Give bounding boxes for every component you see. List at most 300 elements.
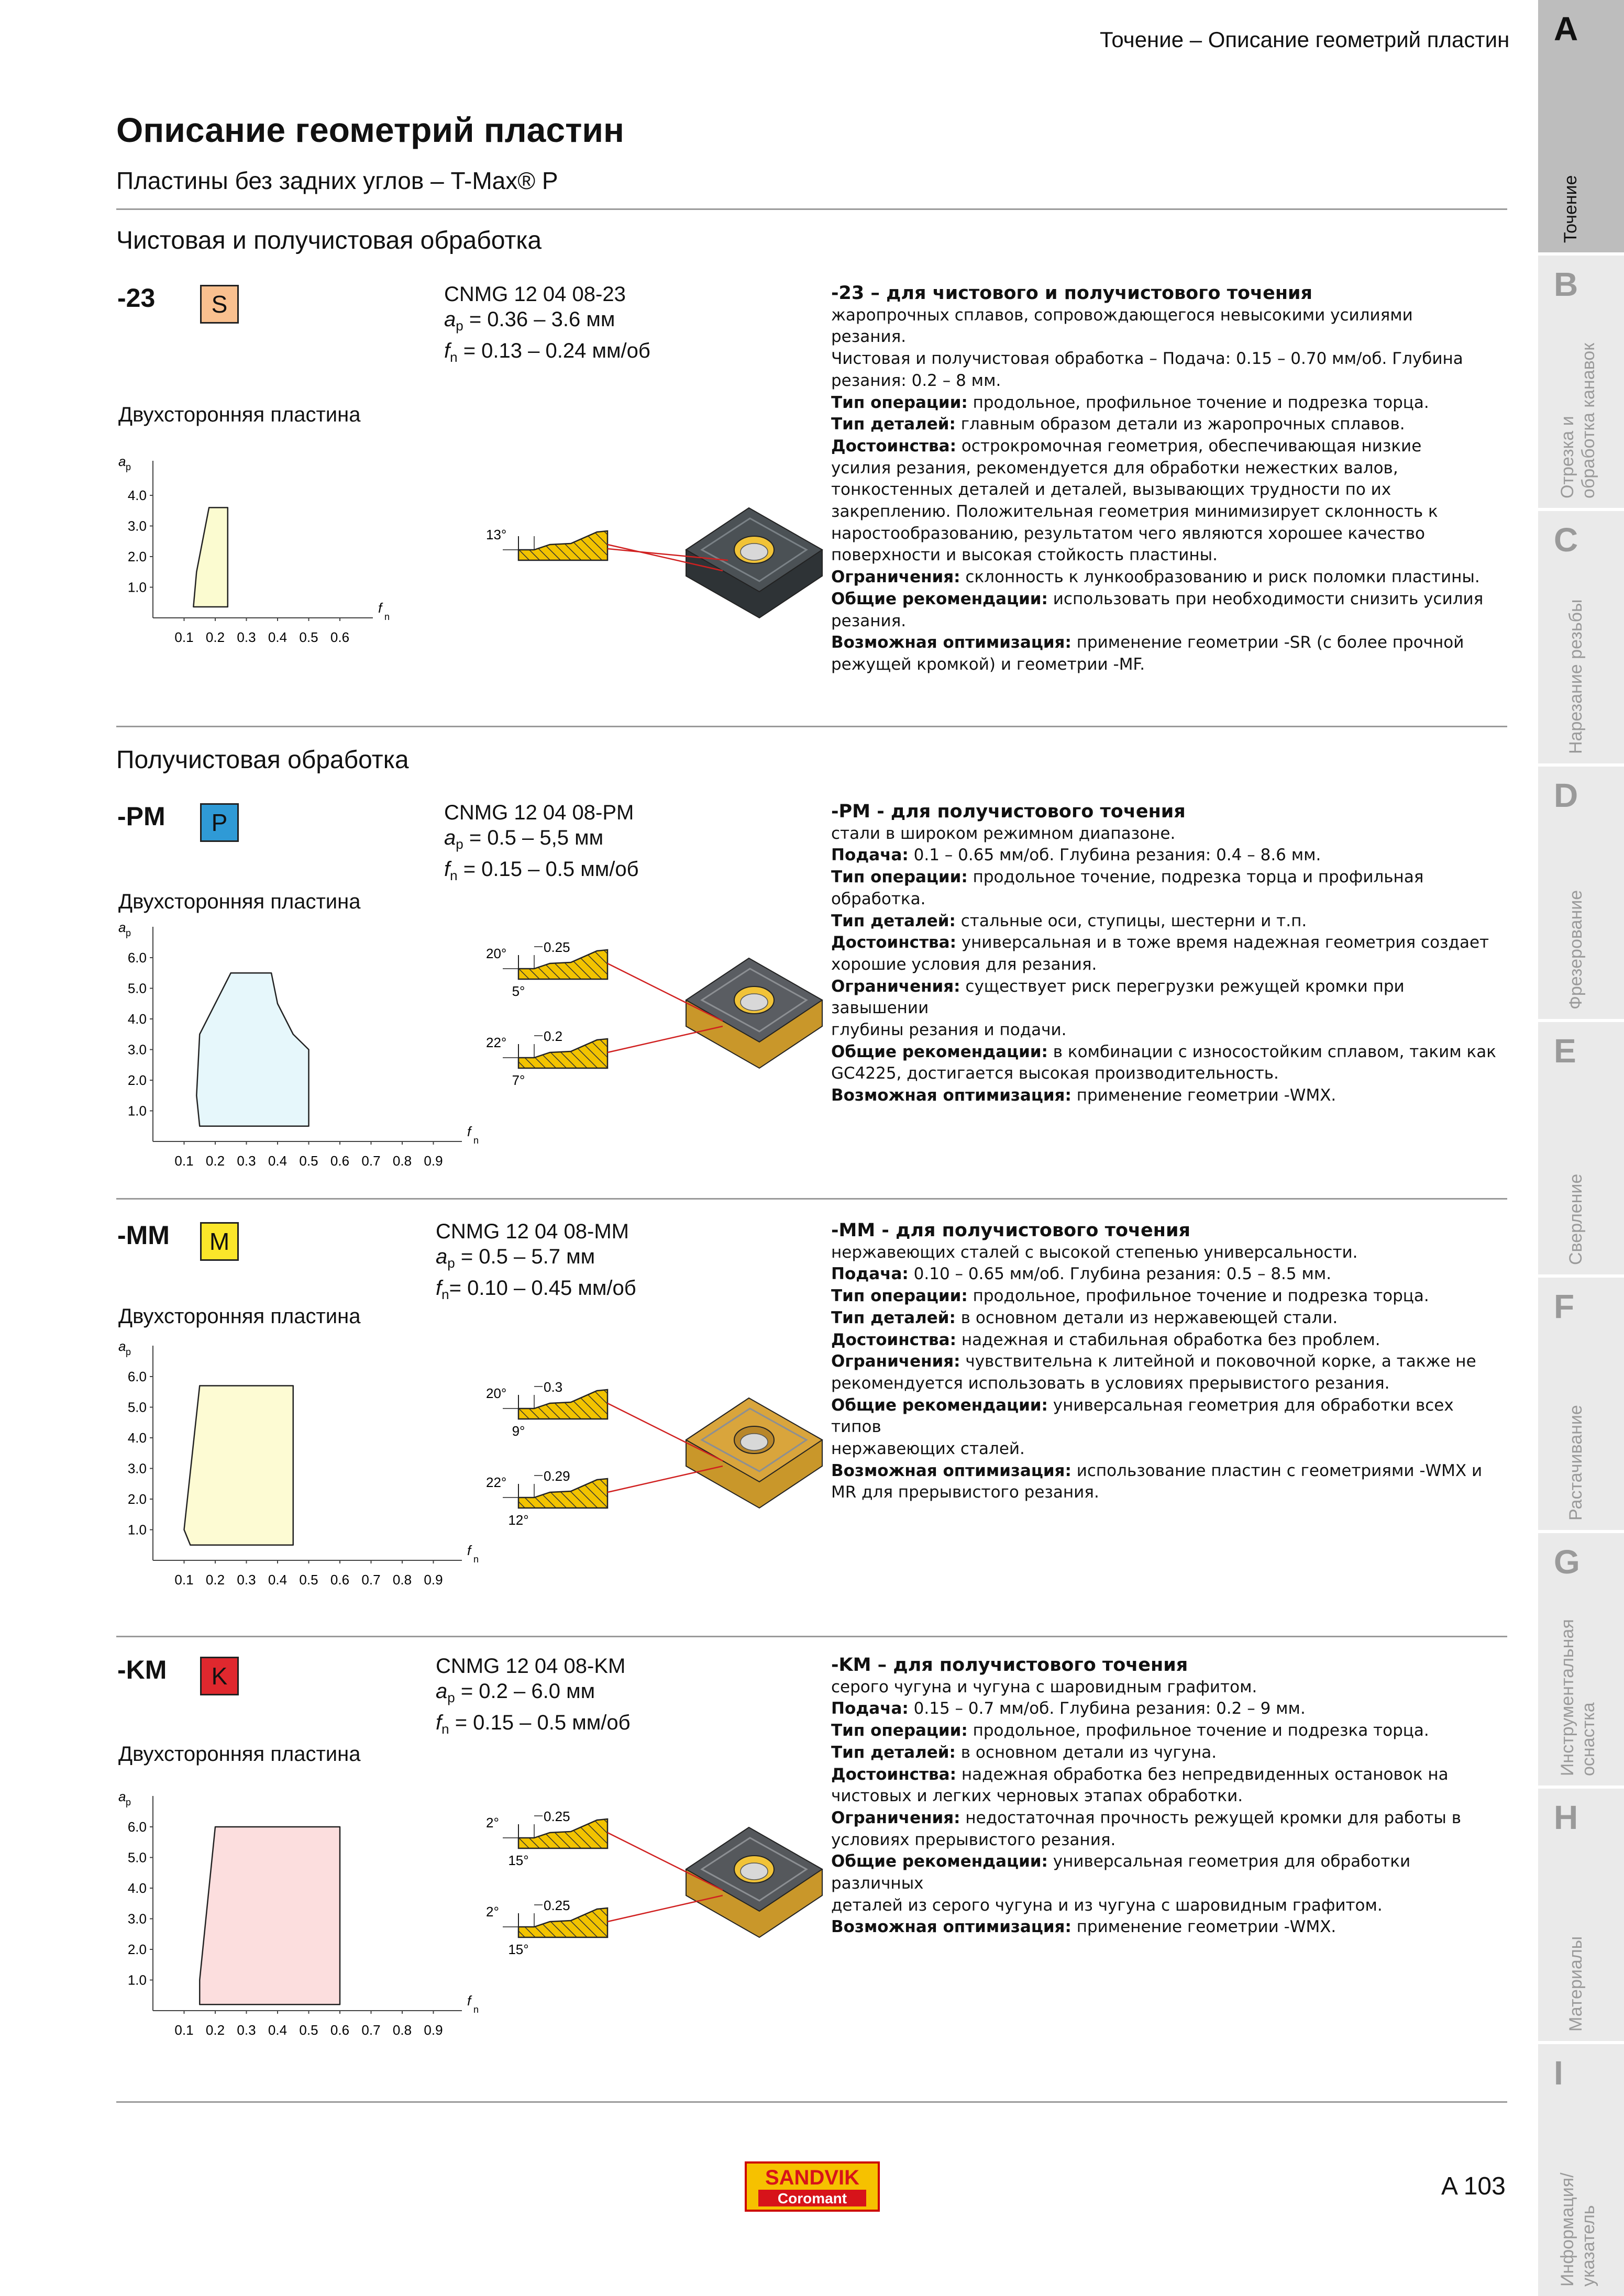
working-area-chart — [118, 1789, 495, 2042]
x-tick-label: 0.6 — [330, 1572, 350, 1588]
description-text: обработка. — [831, 889, 926, 908]
description-label: Ограничения: — [831, 1808, 960, 1827]
y-tick-label: 2.0 — [127, 549, 147, 564]
fn-symbol: f — [436, 1277, 442, 1300]
description-label: Тип операции: — [831, 393, 968, 412]
description-text: резания: 0.2 – 8 мм. — [831, 371, 1001, 390]
description-text: в основном детали из чугуна. — [955, 1743, 1217, 1762]
geometry-description — [831, 1220, 1507, 1504]
description-text: чистовых и легких черновых этапах обработки. — [831, 1787, 1243, 1806]
x-tick-label: 0.6 — [330, 1153, 350, 1169]
description-heading: -23 – для чистового и получистового точения — [831, 283, 1313, 304]
description-line — [831, 458, 1507, 480]
chapter-label: Фрезерование — [1566, 890, 1586, 1010]
description-text: деталей из серого чугуна и из чугуна с шаровидным графитом. — [831, 1895, 1383, 1915]
description-text: наростообразованию, результатом чего являются хорошее качество — [831, 524, 1425, 543]
description-text: режущей кромкой) и геометрии -MF. — [831, 655, 1145, 674]
logo-line1: SANDVIK — [765, 2166, 860, 2189]
description-line — [831, 1764, 1507, 1786]
y-tick-label: 2.0 — [127, 1072, 147, 1088]
chapter-label: Отрезка и обработка канавок — [1557, 342, 1598, 498]
iso-material-badge: K — [200, 1657, 239, 1695]
fn-value: = 0.15 – 0.5 мм/об — [457, 858, 639, 881]
description-text: 0.15 – 0.7 мм/об. Глубина резания: 0.2 – 9 мм. — [908, 1699, 1306, 1718]
land-angle-label: 9° — [512, 1423, 525, 1439]
fn-value: = 0.13 – 0.24 мм/об — [457, 339, 650, 362]
description-label: Возможная оптимизация: — [831, 1086, 1071, 1105]
description-label: Тип деталей: — [831, 1743, 956, 1762]
land-angle-label: 15° — [508, 1942, 529, 1957]
land-width-label: 0.25 — [544, 1809, 570, 1824]
description-line — [831, 867, 1507, 889]
description-line — [831, 1242, 1507, 1264]
description-text: серого чугуна и чугуна с шаровидным графитом. — [831, 1677, 1257, 1696]
x-tick-label: 0.4 — [268, 2022, 288, 2038]
ap-subscript: p — [456, 318, 463, 334]
x-axis-label: f — [467, 1993, 471, 2009]
chapter-tab-g[interactable] — [1538, 1533, 1624, 1785]
description-line — [831, 1263, 1507, 1285]
insert-designation: CNMG 12 04 08-PM — [444, 801, 634, 824]
description-text: закреплению. Положительная геометрия минимизирует склонность к — [831, 502, 1438, 522]
chapter-letter: F — [1554, 1288, 1575, 1325]
description-text: острокромочная геометрия, обеспечивающая низкие — [956, 436, 1422, 456]
geometry-description — [831, 801, 1507, 1107]
chapter-letter: G — [1554, 1543, 1580, 1581]
description-heading: -KM – для получистового точения — [831, 1655, 1188, 1676]
chapter-tab-b[interactable] — [1538, 256, 1624, 508]
description-label: Общие рекомендации: — [831, 1852, 1048, 1871]
feed-range — [444, 857, 639, 888]
land-angle-label: 12° — [508, 1512, 529, 1528]
description-text: нержавеющих сталей. — [831, 1439, 1025, 1459]
land-angle-label: 7° — [512, 1072, 525, 1088]
ap-subscript: p — [447, 1255, 455, 1271]
x-axis-label: f — [467, 1124, 471, 1139]
x-tick-label: 0.3 — [237, 1572, 256, 1588]
feed-range — [436, 1710, 631, 1742]
y-tick-label: 4.0 — [127, 1011, 147, 1027]
description-line — [831, 1085, 1507, 1107]
description-line — [831, 1482, 1507, 1504]
fn-subscript: n — [450, 349, 458, 365]
description-line — [831, 1395, 1507, 1438]
ap-value: = 0.5 – 5.7 мм — [455, 1245, 595, 1268]
y-tick-label: 2.0 — [127, 1942, 147, 1957]
description-text: использовать при необходимости снизить усилия — [1047, 589, 1484, 608]
fn-subscript: n — [441, 1286, 449, 1302]
description-line — [831, 1063, 1507, 1085]
x-tick-label: 0.2 — [205, 2022, 225, 2038]
chapter-letter: D — [1554, 777, 1578, 814]
feed-range — [436, 1275, 636, 1307]
working-area-chart — [118, 453, 390, 645]
x-axis-label-sub: n — [473, 1135, 479, 1146]
description-text: применение геометрии -SR (с более прочной — [1071, 633, 1464, 652]
y-tick-label: 3.0 — [127, 1041, 147, 1058]
x-tick-label: 0.7 — [361, 1572, 381, 1588]
y-tick-label: 4.0 — [127, 1430, 147, 1446]
land-angle-label: 5° — [512, 983, 525, 999]
insert-specs — [436, 1654, 631, 1742]
edge-cross-section — [518, 1039, 607, 1068]
description-line — [831, 479, 1507, 501]
description-line — [831, 1895, 1507, 1917]
geometry-code: -23 — [117, 283, 156, 313]
description-line — [831, 326, 1507, 348]
description-text: продольное точение, подрезка торца и профильная — [967, 868, 1424, 887]
description-label: Достоинства: — [831, 436, 956, 456]
description-line — [831, 414, 1507, 436]
description-text: продольное, профильное точение и подрезка торца. — [967, 393, 1429, 412]
description-line — [831, 911, 1507, 933]
ap-subscript: p — [456, 836, 463, 852]
edge-profile-and-insert — [450, 492, 827, 712]
y-axis-label-sub: p — [126, 928, 131, 938]
description-line — [831, 1041, 1507, 1063]
fn-symbol: f — [436, 1711, 442, 1734]
description-line — [831, 1807, 1507, 1829]
description-text: универсальная геометрия для обработки всех типов — [831, 1395, 1454, 1437]
description-heading: -PM - для получистового точения — [831, 801, 1186, 822]
description-label: Тип операции: — [831, 1721, 968, 1740]
description-text: в основном детали из нержавеющей стали. — [955, 1308, 1338, 1327]
x-axis-label-sub: n — [384, 612, 390, 622]
y-axis-label: a — [118, 1789, 126, 1804]
description-text: резания. — [831, 611, 907, 630]
description-text: недостаточная прочность режущей кромки для работы в — [960, 1808, 1461, 1827]
y-tick-label: 1.0 — [127, 579, 147, 595]
working-area-region — [184, 1386, 293, 1545]
x-tick-label: 0.1 — [174, 2022, 194, 2038]
description-label: Общие рекомендации: — [831, 589, 1048, 608]
x-tick-label: 0.1 — [174, 629, 194, 645]
ap-symbol: a — [444, 308, 456, 331]
x-tick-label: 0.3 — [237, 2022, 256, 2038]
chapter-tab-c[interactable] — [1538, 511, 1624, 763]
y-tick-label: 2.0 — [127, 1491, 147, 1507]
description-label: Возможная оптимизация: — [831, 1461, 1071, 1480]
description-label: Тип операции: — [831, 1286, 968, 1306]
y-axis-label: a — [118, 1338, 126, 1354]
description-line — [831, 1329, 1507, 1351]
sandvik-coromant-logo — [745, 2161, 880, 2212]
x-tick-label: 0.3 — [237, 629, 256, 645]
section-title-semifinishing: Получистовая обработка — [116, 746, 409, 774]
description-line — [831, 976, 1507, 1019]
insert-specs — [444, 282, 650, 370]
description-label: Подача: — [831, 846, 909, 865]
description-label: Достоинства: — [831, 933, 956, 952]
y-tick-label: 6.0 — [127, 1819, 147, 1835]
description-label: Ограничения: — [831, 1352, 960, 1371]
rake-angle-label: 13° — [486, 527, 507, 542]
double-sided-label: Двухсторонняя пластина — [118, 403, 361, 426]
geometry-description — [831, 1655, 1507, 1938]
description-label: Общие рекомендации: — [831, 1395, 1048, 1415]
description-label: Тип деталей: — [831, 1308, 956, 1327]
description-line — [831, 632, 1507, 654]
fn-value: = 0.15 – 0.5 мм/об — [449, 1711, 631, 1734]
description-line — [831, 823, 1507, 845]
description-text: в комбинации с износостойким сплавом, таким как — [1047, 1042, 1496, 1061]
insert-specs — [436, 1219, 636, 1307]
chapter-tab-d[interactable] — [1538, 767, 1624, 1019]
ap-symbol: a — [436, 1245, 448, 1268]
x-tick-label: 0.1 — [174, 1153, 194, 1169]
y-tick-label: 6.0 — [127, 950, 147, 966]
description-line — [831, 1698, 1507, 1720]
rake-angle-label: 20° — [486, 946, 507, 961]
page-subtitle: Пластины без задних углов – T-Max® P — [116, 167, 558, 194]
x-tick-label: 0.3 — [237, 1153, 256, 1169]
edge-cross-section — [518, 531, 607, 560]
y-tick-label: 3.0 — [127, 1460, 147, 1477]
fn-symbol: f — [444, 858, 450, 881]
chapter-tab-f[interactable] — [1538, 1278, 1624, 1530]
description-label: Общие рекомендации: — [831, 1042, 1048, 1061]
land-width-label: 0.3 — [544, 1379, 563, 1395]
description-text: продольное, профильное точение и подрезка торца. — [967, 1286, 1429, 1306]
logo-line2: Coromant — [777, 2190, 847, 2206]
description-text: условиях прерывистого резания. — [831, 1830, 1116, 1849]
ap-symbol: a — [436, 1680, 448, 1703]
description-label: Тип операции: — [831, 868, 968, 887]
rake-angle-label: 2° — [486, 1904, 499, 1920]
description-line — [831, 501, 1507, 523]
description-line — [831, 889, 1507, 911]
description-line — [831, 348, 1507, 370]
iso-material-badge: M — [200, 1222, 239, 1261]
running-header: Точение – Описание геометрий пластин — [1100, 27, 1510, 52]
x-tick-label: 0.4 — [268, 629, 288, 645]
description-line — [831, 1742, 1507, 1764]
description-label: Ограничения: — [831, 977, 960, 996]
description-text: усилия резания, рекомендуется для обработки нежестких валов, — [831, 458, 1398, 478]
description-text: тонкостенных деталей и деталей, вызывающих трудности по их — [831, 480, 1391, 500]
ap-subscript: p — [447, 1690, 455, 1705]
x-tick-label: 0.7 — [361, 2022, 381, 2038]
geometry-description — [831, 283, 1507, 676]
section-title-finishing: Чистовая и получистовая обработка — [116, 227, 542, 254]
y-tick-label: 3.0 — [127, 1911, 147, 1927]
x-tick-label: 0.4 — [268, 1572, 288, 1588]
fn-subscript: n — [450, 868, 458, 883]
fn-symbol: f — [444, 339, 450, 362]
description-label: Подача: — [831, 1699, 909, 1718]
y-axis-label-sub: p — [126, 1347, 131, 1357]
description-text: 0.10 – 0.65 мм/об. Глубина резания: 0.5 – 8.5 мм. — [908, 1265, 1332, 1284]
divider — [116, 208, 1507, 210]
description-line — [831, 523, 1507, 545]
x-tick-label: 0.5 — [299, 1153, 318, 1169]
edge-profile-and-insert — [450, 932, 827, 1152]
x-axis-label-sub: n — [473, 2004, 479, 2015]
description-line — [831, 1373, 1507, 1395]
divider — [116, 1198, 1507, 1200]
ap-value: = 0.36 – 3.6 мм — [463, 308, 615, 331]
description-text: чувствительна к литейной и поковочной корке, а также не — [960, 1352, 1476, 1371]
description-line — [831, 392, 1507, 414]
edge-profile-and-insert — [450, 1372, 827, 1592]
description-line — [831, 954, 1507, 976]
leader-line — [607, 1895, 723, 1922]
description-line — [831, 1851, 1507, 1894]
land-angle-label: 15° — [508, 1853, 529, 1868]
x-tick-label: 0.6 — [330, 2022, 350, 2038]
description-line — [831, 1019, 1507, 1041]
chapter-label: Точение — [1561, 175, 1581, 243]
description-line — [831, 611, 1507, 633]
description-line — [831, 589, 1507, 611]
y-tick-label: 1.0 — [127, 1972, 147, 1988]
divider — [116, 1636, 1507, 1637]
x-axis-label-sub: n — [473, 1554, 479, 1565]
chapter-letter: I — [1554, 2054, 1563, 2092]
description-label: Достоинства: — [831, 1765, 956, 1784]
iso-material-badge: S — [200, 285, 239, 324]
x-tick-label: 0.1 — [174, 1572, 194, 1588]
x-tick-label: 0.8 — [392, 1572, 412, 1588]
working-area-region — [200, 1827, 340, 2004]
description-text: нержавеющих сталей с высокой степенью универсальности. — [831, 1243, 1358, 1262]
x-tick-label: 0.4 — [268, 1153, 288, 1169]
leader-line — [607, 1466, 723, 1492]
working-area-region — [193, 507, 227, 607]
depth-of-cut-range — [436, 1244, 636, 1275]
description-label: Тип деталей: — [831, 911, 956, 930]
description-text: поверхности и высокая стойкость пластины. — [831, 546, 1218, 565]
description-text: склонность к лункообразованию и риск поломки пластины. — [960, 568, 1480, 587]
description-text: применение геометрии -WMX. — [1071, 1086, 1336, 1105]
description-line — [831, 1438, 1507, 1460]
rake-angle-label: 22° — [486, 1474, 507, 1490]
land-width-label: 0.2 — [544, 1028, 563, 1044]
description-text: рекомендуется использовать в условиях прерывистого резания. — [831, 1373, 1390, 1393]
description-text: надежная и стабильная обработка без проблем. — [956, 1330, 1380, 1349]
working-area-chart — [118, 1338, 495, 1592]
description-text: MR для прерывистого резания. — [831, 1483, 1099, 1502]
description-text: использование пластин с геометриями -WMX и — [1071, 1461, 1483, 1480]
x-tick-label: 0.2 — [205, 629, 225, 645]
description-text: жаропрочных сплавов, сопровождающегося невысокими усилиями — [831, 305, 1413, 325]
description-line — [831, 370, 1507, 392]
description-line — [831, 845, 1507, 867]
working-area-chart — [118, 919, 495, 1173]
leader-line — [607, 1026, 723, 1052]
insert-specs — [444, 800, 639, 888]
insert-designation: CNMG 12 04 08-MM — [436, 1220, 629, 1243]
description-text: применение геометрии -WMX. — [1071, 1917, 1336, 1937]
edge-profile-and-insert — [450, 1801, 827, 2021]
description-text: продольное, профильное точение и подрезка торца. — [967, 1721, 1429, 1740]
description-text: хорошие условия для резания. — [831, 955, 1097, 974]
description-line — [831, 1785, 1507, 1807]
chapter-label: Нарезание резьбы — [1566, 599, 1586, 754]
fn-value: = 0.10 – 0.45 мм/об — [449, 1277, 636, 1300]
description-label: Возможная оптимизация: — [831, 1917, 1071, 1937]
x-tick-label: 0.7 — [361, 1153, 381, 1169]
chapter-letter: E — [1554, 1032, 1576, 1070]
geometry-code: -PM — [117, 802, 165, 831]
description-line — [831, 1460, 1507, 1482]
feed-range — [444, 338, 650, 370]
description-label: Достоинства: — [831, 1330, 956, 1349]
x-tick-label: 0.5 — [299, 629, 318, 645]
y-axis-label-sub: p — [126, 462, 131, 472]
description-text: Чистовая и получистовая обработка – Подача: 0.15 – 0.70 мм/об. Глубина — [831, 349, 1463, 369]
land-width-label: 0.25 — [544, 1898, 570, 1913]
y-tick-label: 5.0 — [127, 980, 147, 996]
x-tick-label: 0.5 — [299, 1572, 318, 1588]
page-title: Описание геометрий пластин — [116, 110, 624, 149]
description-label: Тип деталей: — [831, 415, 956, 434]
land-width-label: 0.25 — [544, 939, 570, 955]
rake-angle-label: 20° — [486, 1385, 507, 1401]
chapter-label: Растачивание — [1566, 1405, 1586, 1521]
description-line — [831, 545, 1507, 567]
insert-designation: CNMG 12 04 08-23 — [444, 283, 626, 306]
description-line — [831, 1307, 1507, 1329]
x-tick-label: 0.5 — [299, 2022, 318, 2038]
rake-angle-label: 22° — [486, 1035, 507, 1050]
y-axis-label: a — [118, 453, 126, 469]
x-tick-label: 0.8 — [392, 2022, 412, 2038]
chapter-letter: H — [1554, 1799, 1578, 1836]
chapter-tab-h[interactable] — [1538, 1789, 1624, 2041]
rake-angle-label: 2° — [486, 1815, 499, 1831]
y-tick-label: 4.0 — [127, 487, 147, 503]
y-tick-label: 5.0 — [127, 1399, 147, 1415]
y-tick-label: 1.0 — [127, 1103, 147, 1119]
description-line — [831, 1285, 1507, 1307]
description-label: Ограничения: — [831, 568, 960, 587]
y-tick-label: 5.0 — [127, 1849, 147, 1866]
chapter-letter: A — [1554, 10, 1578, 48]
description-label: Подача: — [831, 1265, 909, 1284]
description-text: универсальная геометрия для обработки различных — [831, 1852, 1411, 1893]
fn-subscript: n — [441, 1721, 449, 1737]
x-tick-label: 0.9 — [424, 1153, 443, 1169]
y-tick-label: 3.0 — [127, 518, 147, 534]
working-area-region — [196, 973, 308, 1126]
description-text: универсальная и в тоже время надежная геометрия создает — [956, 933, 1489, 952]
ap-symbol: a — [444, 826, 456, 849]
chapter-letter: B — [1554, 265, 1578, 303]
chapter-label: Инструментальная оснастка — [1557, 1619, 1598, 1776]
x-tick-label: 0.6 — [330, 629, 350, 645]
description-line — [831, 436, 1507, 458]
depth-of-cut-range — [444, 307, 650, 338]
geometry-code: -KM — [117, 1655, 167, 1684]
x-axis-label: f — [378, 600, 382, 616]
chapter-letter: C — [1554, 521, 1578, 559]
description-heading: -MM - для получистового точения — [831, 1220, 1190, 1241]
y-tick-label: 1.0 — [127, 1522, 147, 1538]
y-axis-label-sub: p — [126, 1797, 131, 1807]
chapter-tab-a[interactable] — [1538, 0, 1624, 252]
chapter-tab-i[interactable] — [1538, 2044, 1624, 2296]
y-axis-label: a — [118, 919, 126, 935]
description-line — [831, 932, 1507, 954]
description-text: GC4225, достигается высокая производительность. — [831, 1064, 1279, 1083]
chapter-label: Информация/ указатель — [1557, 2172, 1598, 2287]
chapter-tab-e[interactable] — [1538, 1022, 1624, 1274]
chapter-label: Материалы — [1566, 1936, 1586, 2032]
divider — [116, 726, 1507, 727]
description-line — [831, 1677, 1507, 1699]
ap-value: = 0.5 – 5,5 мм — [463, 826, 604, 849]
